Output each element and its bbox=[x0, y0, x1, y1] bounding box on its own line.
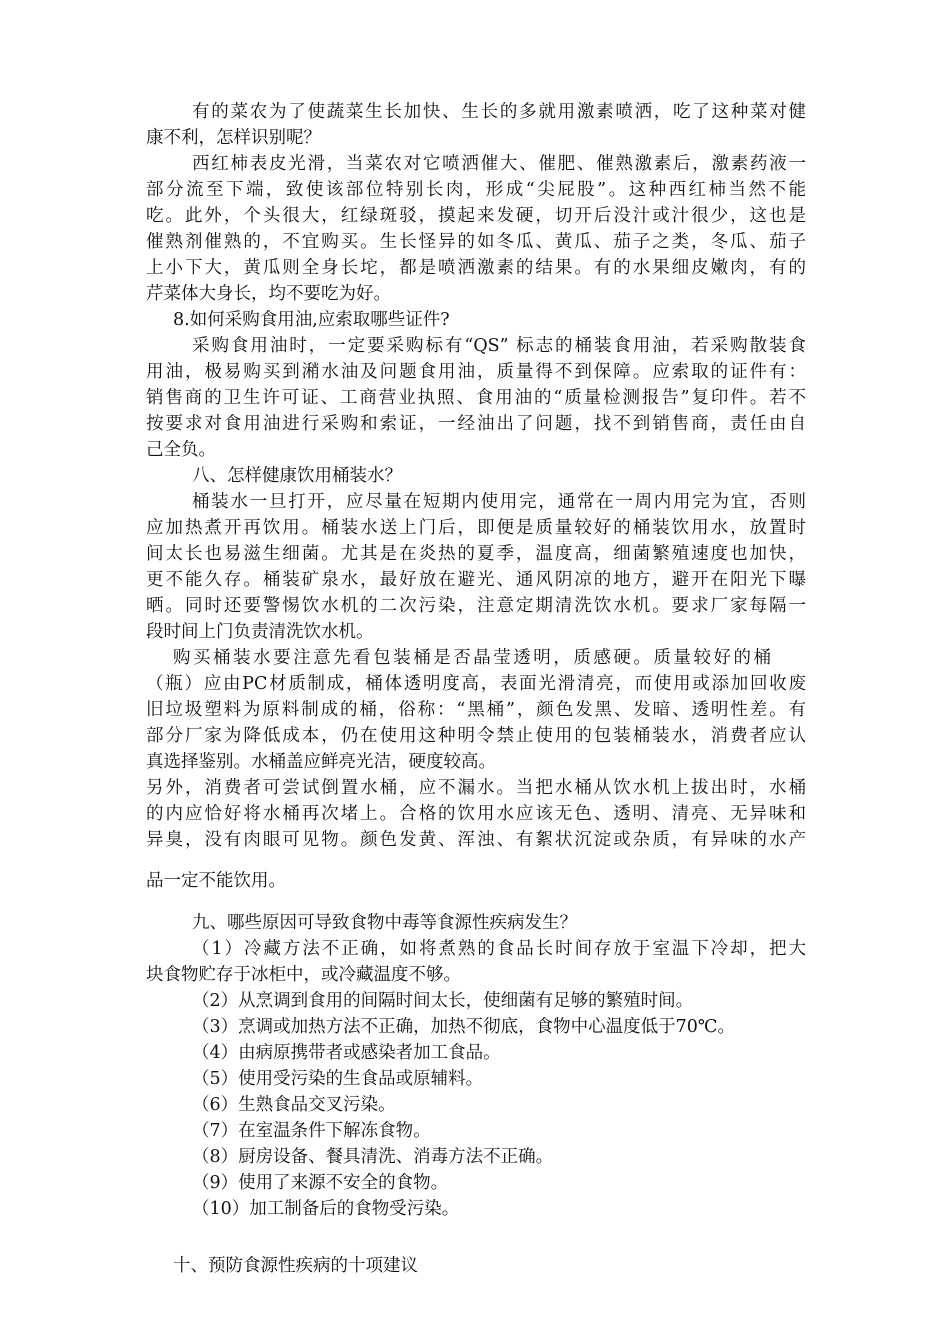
paragraph-line: 品一定不能饮用。 bbox=[146, 871, 286, 891]
paragraph-line: 桶装水一旦打开，应尽量在短期内使用完，通常在一周内用完为宜，否则 bbox=[192, 492, 806, 512]
paragraph-line: 旧垃圾塑料为原料制成的桶，俗称：“黑桶”，颜色发黑、发暗、透明性差。有 bbox=[146, 700, 806, 720]
paragraph-line: 西红柿表皮光滑，当菜农对它喷洒催大、催肥、催熟激素后，激素药液一 bbox=[192, 154, 806, 174]
list-item: （3）烹调或加热方法不正确，加热不彻底，食物中心温度低于70℃。 bbox=[192, 1017, 735, 1037]
section-heading: 八、怎样健康饮用桶装水？ bbox=[192, 466, 402, 486]
paragraph-line: 催熟剂催熟的，不宜购买。生长怪异的如冬瓜、黄瓜、茄子之类，冬瓜、茄子 bbox=[146, 232, 806, 252]
section-heading: 九、哪些原因可导致食物中毒等食源性疾病发生？ bbox=[192, 913, 577, 933]
paragraph-line: 晒。同时还要警惕饮水机的二次污染，注意定期清洗饮水机。要求厂家每隔一 bbox=[146, 596, 806, 616]
paragraph-line: 的内应恰好将水桶再次堵上。合格的饮用水应该无色、透明、清亮、无异味和 bbox=[146, 804, 806, 824]
paragraph-line: 康不利，怎样识别呢？ bbox=[146, 128, 321, 148]
list-item: （8）厨房设备、餐具清洗、消毒方法不正确。 bbox=[192, 1147, 554, 1167]
paragraph-line: 用油，极易购买到潲水油及问题食用油，质量得不到保障。应索取的证件有： bbox=[146, 362, 806, 382]
paragraph-line: 采购食用油时，一定要采购标有“QS” 标志的桶装食用油，若采购散装食 bbox=[192, 336, 806, 356]
paragraph-line: （瓶）应由PC材质制成，桶体透明度高，表面光滑清亮，而使用或添加回收废 bbox=[146, 674, 806, 694]
list-item: （5）使用受污染的生食品或原辅料。 bbox=[192, 1069, 484, 1089]
paragraph-line: 销售商的卫生许可证、工商营业执照、食用油的“质量检测报告”复印件。若不 bbox=[146, 388, 806, 408]
paragraph-line: 间太长也易滋生细菌。尤其是在炎热的夏季，温度高，细菌繁殖速度也加快， bbox=[146, 544, 806, 564]
paragraph-line: 另外，消费者可尝试倒置水桶，应不漏水。当把水桶从饮水机上拔出时，水桶 bbox=[146, 778, 806, 798]
paragraph-line: 吃。此外，个头很大，红绿斑驳，摸起来发硬，切开后没汁或汁很少，这也是 bbox=[146, 206, 806, 226]
list-item: （4）由病原携带者或感染者加工食品。 bbox=[192, 1043, 501, 1063]
list-item: （1）冷藏方法不正确，如将煮熟的食品长时间存放于室温下冷却，把大 bbox=[192, 939, 806, 959]
list-item: （9）使用了来源不安全的食物。 bbox=[192, 1173, 449, 1193]
paragraph-line: 按要求对食用油进行采购和索证，一经油出了问题，找不到销售商，责任由自 bbox=[146, 414, 806, 434]
paragraph-line: 段时间上门负责清洗饮水机。 bbox=[146, 622, 374, 642]
paragraph-line: 购买桶装水要注意先看包装桶是否晶莹透明，质感硬。质量较好的桶 bbox=[173, 648, 771, 668]
paragraph-line: 异臭，没有肉眼可见物。颜色发黄、浑浊、有絮状沉淀或杂质，有异味的水产 bbox=[146, 830, 806, 850]
list-item: （10）加工制备后的食物受污染。 bbox=[192, 1199, 460, 1219]
list-item: （7）在室温条件下解冻食物。 bbox=[192, 1121, 431, 1141]
paragraph-line: 真选择鉴别。水桶盖应鲜亮光洁，硬度较高。 bbox=[146, 752, 496, 772]
list-item: （6）生熟食品交叉污染。 bbox=[192, 1095, 396, 1115]
paragraph-line: 部分厂家为降低成本，仍在使用这种明令禁止使用的包装桶装水，消费者应认 bbox=[146, 726, 806, 746]
paragraph-line: 上小下大，黄瓜则全身长坨，都是喷洒激素的结果。有的水果细皮嫩肉，有的 bbox=[146, 258, 806, 278]
paragraph-line: 芹菜体大身长，均不要吃为好。 bbox=[146, 284, 391, 304]
section-heading: 8.如何采购食用油,应索取哪些证件? bbox=[173, 310, 450, 330]
paragraph-line: 有的菜农为了使蔬菜生长加快、生长的多就用激素喷洒，吃了这种菜对健 bbox=[192, 102, 806, 122]
list-item: （2）从烹调到食用的间隔时间太长，使细菌有足够的繁殖时间。 bbox=[192, 991, 694, 1011]
paragraph-line: 更不能久存。桶装矿泉水，最好放在避光、通风阴凉的地方，避开在阳光下曝 bbox=[146, 570, 806, 590]
section-heading: 十、预防食源性疾病的十项建议 bbox=[173, 1256, 418, 1276]
paragraph-line: 应加热煮开再饮用。桶装水送上门后，即便是质量较好的桶装饮用水，放置时 bbox=[146, 518, 806, 538]
list-item: 块食物贮存于冰柜中，或冷藏温度不够。 bbox=[146, 965, 461, 985]
paragraph-line: 部分流至下端，致使该部位特别长肉，形成“尖屁股”。这种西红柿当然不能 bbox=[146, 180, 806, 200]
paragraph-line: 己全负。 bbox=[146, 440, 216, 460]
